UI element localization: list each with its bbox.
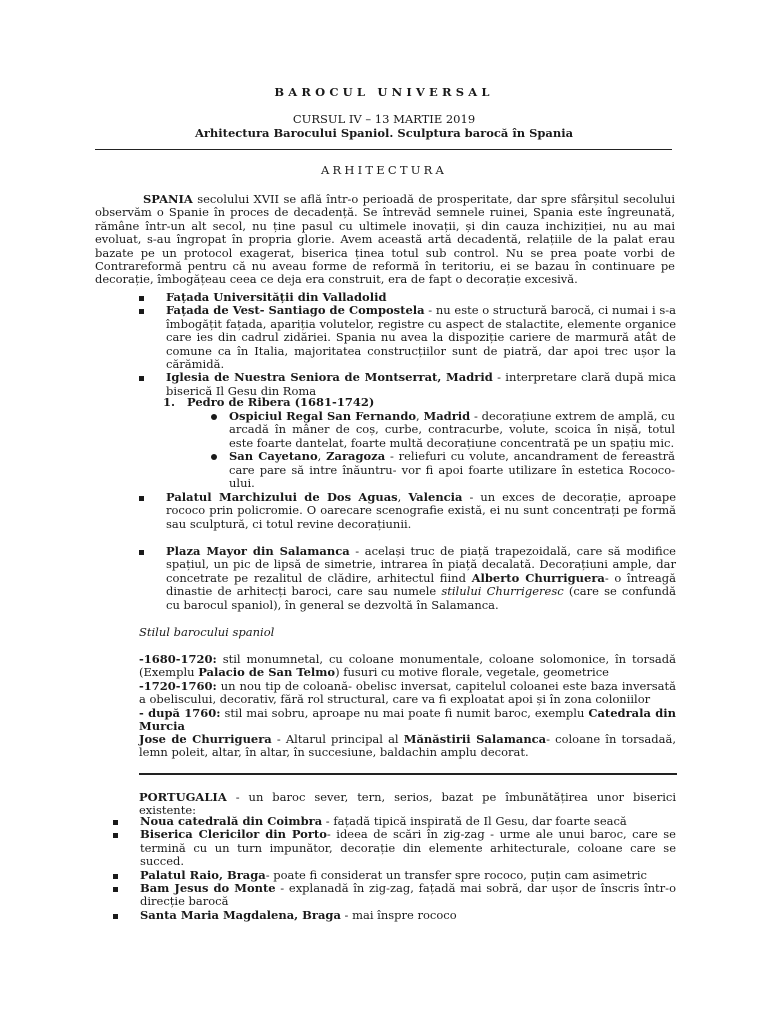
plaza-block xyxy=(139,545,676,612)
ribera-heading xyxy=(163,396,374,409)
bullet-icon xyxy=(139,376,144,381)
bullet-icon xyxy=(139,296,144,301)
list-item: Santa Maria Magdalena, Braga - mai înspre rococo xyxy=(113,909,676,922)
bullet-icon xyxy=(139,496,144,501)
list-item: Fațada de Vest- Santiago de Compostela - nu este o structură barocă, ci numai i s-a îmbogățit fațada, apariția volutelor, registre cu aspect de stalactite, elemente organice care ies din cadrul zidăriei. Spania nu avea la dispoziție cariere de marmură atât de comune ca în Italia, majoritatea construcțiilor sunt de piatră, dar apoi trec ușor la cărămidă. xyxy=(139,304,676,371)
style-periods xyxy=(139,653,676,733)
list-item: Fațada Universității din Valladolid xyxy=(139,291,676,304)
document-title: BAROCUL UNIVERSAL xyxy=(274,85,494,99)
portugal-intro: PORTUGALIA - un baroc sever, tern, serios, bazat pe îmbunătățirea unor biserici existente: xyxy=(139,790,676,818)
bullet-icon xyxy=(139,309,144,314)
bullet-icon xyxy=(113,887,118,892)
bullet-icon xyxy=(113,874,118,879)
portugal-list xyxy=(113,815,676,922)
period-1: -1680-1720: stil monumnetal, cu coloane monumentale, coloane solomonice, în torsadă (Exemplu Palacio de San Telmo) fusuri cu motive florale, vegetale, geometrice xyxy=(139,652,676,680)
list-item: Ospiciul Regal San Fernando, Madrid - decorațiune extrem de amplă, cu arcadă în mâner de coș, curbe, contracurbe, volute, scoica în nișă, totul este foarte dantelat, foarte multă decorațiune concentrată pe un spațiu mic. xyxy=(211,410,675,450)
intro-paragraph xyxy=(95,193,675,287)
list-item: Palatul Raio, Braga- poate fi considerat un transfer spre rococo, puțin cam asimetric xyxy=(113,869,676,882)
topic-line: Arhitectura Barocului Spaniol. Sculptura barocă în Spania xyxy=(194,126,574,140)
period-2: -1720-1760: un nou tip de coloană- obelisc inversat, capitelul coloanei este baza inversată a obeliscului, decorativ, fără rol structural, care va fi exploatat apoi și în zona coloniilor xyxy=(139,678,676,707)
bullet-icon xyxy=(113,914,118,919)
palatul-block xyxy=(139,491,676,531)
bullet-icon xyxy=(139,550,144,555)
horizontal-rule xyxy=(139,773,677,775)
list-item: Biserica Clericilor din Porto- ideea de scări în zig-zag - urme ale unui baroc, care se termină cu un turn impunător, decorație din elemente arhitecturale, coloane care se succed. xyxy=(113,828,676,868)
bullet-icon xyxy=(211,454,217,460)
section-heading: ARHITECTURA xyxy=(321,163,447,177)
building-list xyxy=(139,291,676,398)
period-3: - după 1760: stil mai sobru, aproape nu mai poate fi numit baroc, exemplu Catedrala din Murcia xyxy=(139,705,676,734)
bullet-icon xyxy=(113,820,118,825)
jose-paragraph: Jose de Churriguera - Altarul principal al Mănăstirii Salamanca- coloane în torsadaă, lemn poleit, altar, în altar, în succesiune, baldachin amplu decorat. xyxy=(139,732,676,760)
list-item: Bam Jesus do Monte - explanadă în zig-zag, fațadă mai sobră, dar ușor de înscris într-o direcție barocă xyxy=(113,882,676,909)
intro-lead: SPANIA xyxy=(143,192,193,206)
ribera-number: 1. xyxy=(163,395,176,409)
list-item: Iglesia de Nuestra Seniora de Montserrat, Madrid - interpretare clară după mica biserică Il Gesu din Roma xyxy=(139,371,676,398)
list-item: Plaza Mayor din Salamanca - același truc de piață trapezoidală, care să modifice spațiul, un pic de lipsă de simetrie, intrarea în piață decalată. Decorațiuni ample, dar concetrate pe rezalitul de clădire, arhitectul fiind Alberto Churriguera- o întreagă dinastie de arhitecți baroci, care sau numele stilului Churrigeresc (care se confundă cu barocul spaniol), în general se dezvoltă în Salamanca. xyxy=(139,545,676,612)
bullet-icon xyxy=(113,833,118,838)
horizontal-rule xyxy=(95,149,672,150)
ribera-title: Pedro de Ribera (1681-1742) xyxy=(187,395,375,409)
bullet-icon xyxy=(211,414,217,420)
ribera-list xyxy=(211,410,675,490)
list-item: San Cayetano, Zaragoza - reliefuri cu volute, ancandrament de fereastră care pare să intre înăuntru- vor fi apoi foarte utilizare în estetica Rococo-ului. xyxy=(211,450,675,490)
list-item: Palatul Marchizului de Dos Aguas, Valencia - un exces de decorație, aproape rococo prin policromie. O oarecare scenografie există, ei nu sunt concentrați pe formă sau sculptură, ci totul revine decorațiunii. xyxy=(139,491,676,531)
intro-text: secolului XVII se află într-o perioadă de prosperitate, dar spre sfârșitul secolului observăm o Spanie în proces de decadență. Se întrevăd semnele ruinei, Spania este îngreunată, rămâne într-un alt secol, nu ține pasul cu ultimele inovații, și din cauza inchiziției, nu au mai evoluat, s-au îngropat în propria glorie. Avem această artă decadentă, relațiile de la palat erau bazate pe un protocol exagerat, biserica ținea totul sub control. Nu se prea poate vorbi de Contrareformă pentru că nu aveau forme de reformă în teritoriu, ei se bazau în continuare pe decorație, îmbogățeau ceea ce deja era construit, era de fapt o decorație excesivă. xyxy=(95,192,675,287)
style-heading: Stilul barocului spaniol xyxy=(139,625,275,639)
course-line: CURSUL IV – 13 MARTIE 2019 xyxy=(292,112,476,126)
list-item: Noua catedrală din Coimbra - fațadă tipică inspirată de Il Gesu, dar foarte seacă xyxy=(113,815,676,828)
